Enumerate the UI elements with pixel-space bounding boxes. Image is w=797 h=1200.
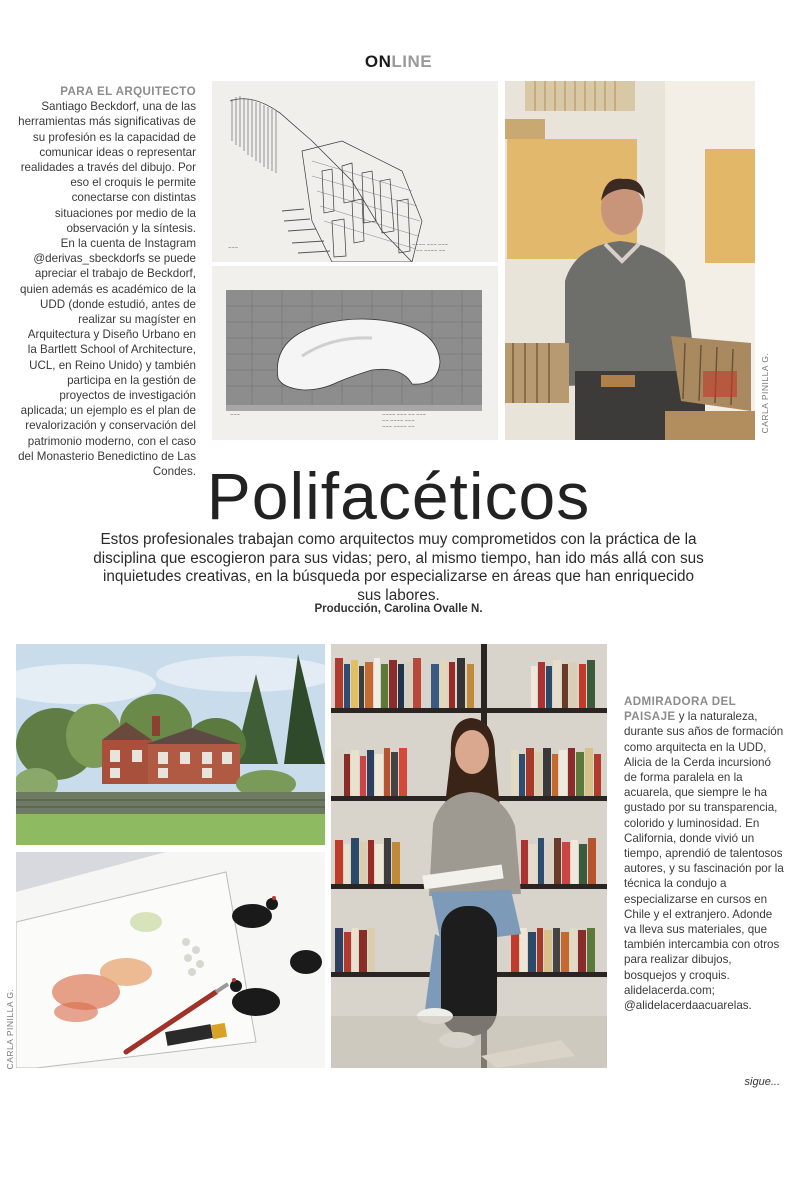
intro-column (16, 84, 196, 479)
watercolor-chickens-image (16, 852, 325, 1068)
photo-architect (505, 81, 755, 440)
svg-text:~~ ~~~~ ~~: ~~ ~~~~ ~~ (416, 248, 446, 253)
sketch-city-image (212, 81, 498, 262)
section-label (0, 52, 797, 72)
svg-text:~~~: ~~~ (230, 412, 241, 417)
intro-lead: PARA EL ARQUITECTO (60, 85, 196, 98)
intro-paragraph-2: En la cuenta de Instagram @derivas_sbeckdorfs se puede apreciar el trabajo de Beckdorf, quien además es académico de la UDD (donde estudió, antes de realizar su magíster en Arquitectura y Diseño Urbano en la Bartlett School of Architecture, UCL, en Reino Unido) y también participa en la gestión de proyectos de investigación aplicada; un ejemplo es el plan de revalorización y conservación del patrimonio moderno, con el caso del Monasterio Benedictino de Las Condes. (18, 237, 196, 479)
continue-label: sigue... (744, 1076, 780, 1088)
photo-credit-top: CARLA PINILLA G. (760, 352, 770, 434)
watercolor-house-image (16, 644, 325, 845)
photo-credit-bottom: CARLA PINILLA G. (5, 988, 15, 1070)
sketch-bean-image (212, 266, 498, 440)
section-label-part1: ON (364, 52, 392, 71)
headline: Polifacéticos (206, 459, 591, 533)
watercolor-house-painting (16, 644, 325, 845)
sketch-bean-drawing (212, 266, 498, 440)
svg-text:~~~~ ~~~ ~~~: ~~~~ ~~~ ~~~ (412, 242, 449, 247)
sketch-city-drawing (212, 81, 498, 262)
photo-watercolorist (331, 644, 607, 1068)
intro-body-1: Santiago Beckdorf, una de las herramientas más significativas de su profesión es la capacidad de comunicar ideas o representar realidades a través del dibujo. Por eso el croquis le permite conectarse con distintas situaciones por medio de la observación y la síntesis. (18, 100, 196, 235)
svg-text:~~~: ~~~ (228, 245, 239, 250)
photo-watercolorist-scene (331, 644, 607, 1068)
photo-architect-scene (505, 81, 755, 440)
watercolor-chickens-painting (16, 852, 325, 1068)
intro-paragraph-1 (16, 84, 196, 236)
right-body: y la naturaleza, durante sus años de formación como arquitecta en la UDD, Alicia de la Cerda incursionó de forma paralela en la acuarela, que siempre le ha gustado por su transparencia, colorido y luminosidad. En California, donde vivió un tiempo, aprendió de talentosos autores, y su fascinación por la técnica la condujo a especializarse en cursos en Chile y el extranjero. Adonde va lleva sus materiales, que también intercambia con otros para realizar dibujos, bosquejos y croquis. alidelacerda.com; @alidelacerdaacuarelas. (624, 710, 784, 1013)
section-label-part2: LINE (391, 52, 433, 71)
svg-text:~~~ ~~~~ ~~: ~~~ ~~~~ ~~ (382, 424, 415, 429)
right-paragraph (624, 694, 786, 1013)
dek: Estos profesionales trabajan como arquitectos muy comprometidos con la práctica de la disciplina que escogieron para sus vidas; pero, al mismo tiempo, han ido más allá con sus inquietudes creativas, en la búsqueda por especializarse en áreas que han enriquecido sus labores. (93, 531, 704, 604)
svg-text:~~ ~~~~ ~~~: ~~ ~~~~ ~~~ (382, 418, 415, 423)
right-lead: ADMIRADORA DEL PAISAJE (624, 695, 736, 724)
byline: Producción, Carolina Ovalle N. (314, 603, 483, 615)
right-column (624, 694, 786, 1013)
svg-text:~~~~ ~~~ ~~ ~~~: ~~~~ ~~~ ~~ ~~~ (382, 412, 427, 417)
